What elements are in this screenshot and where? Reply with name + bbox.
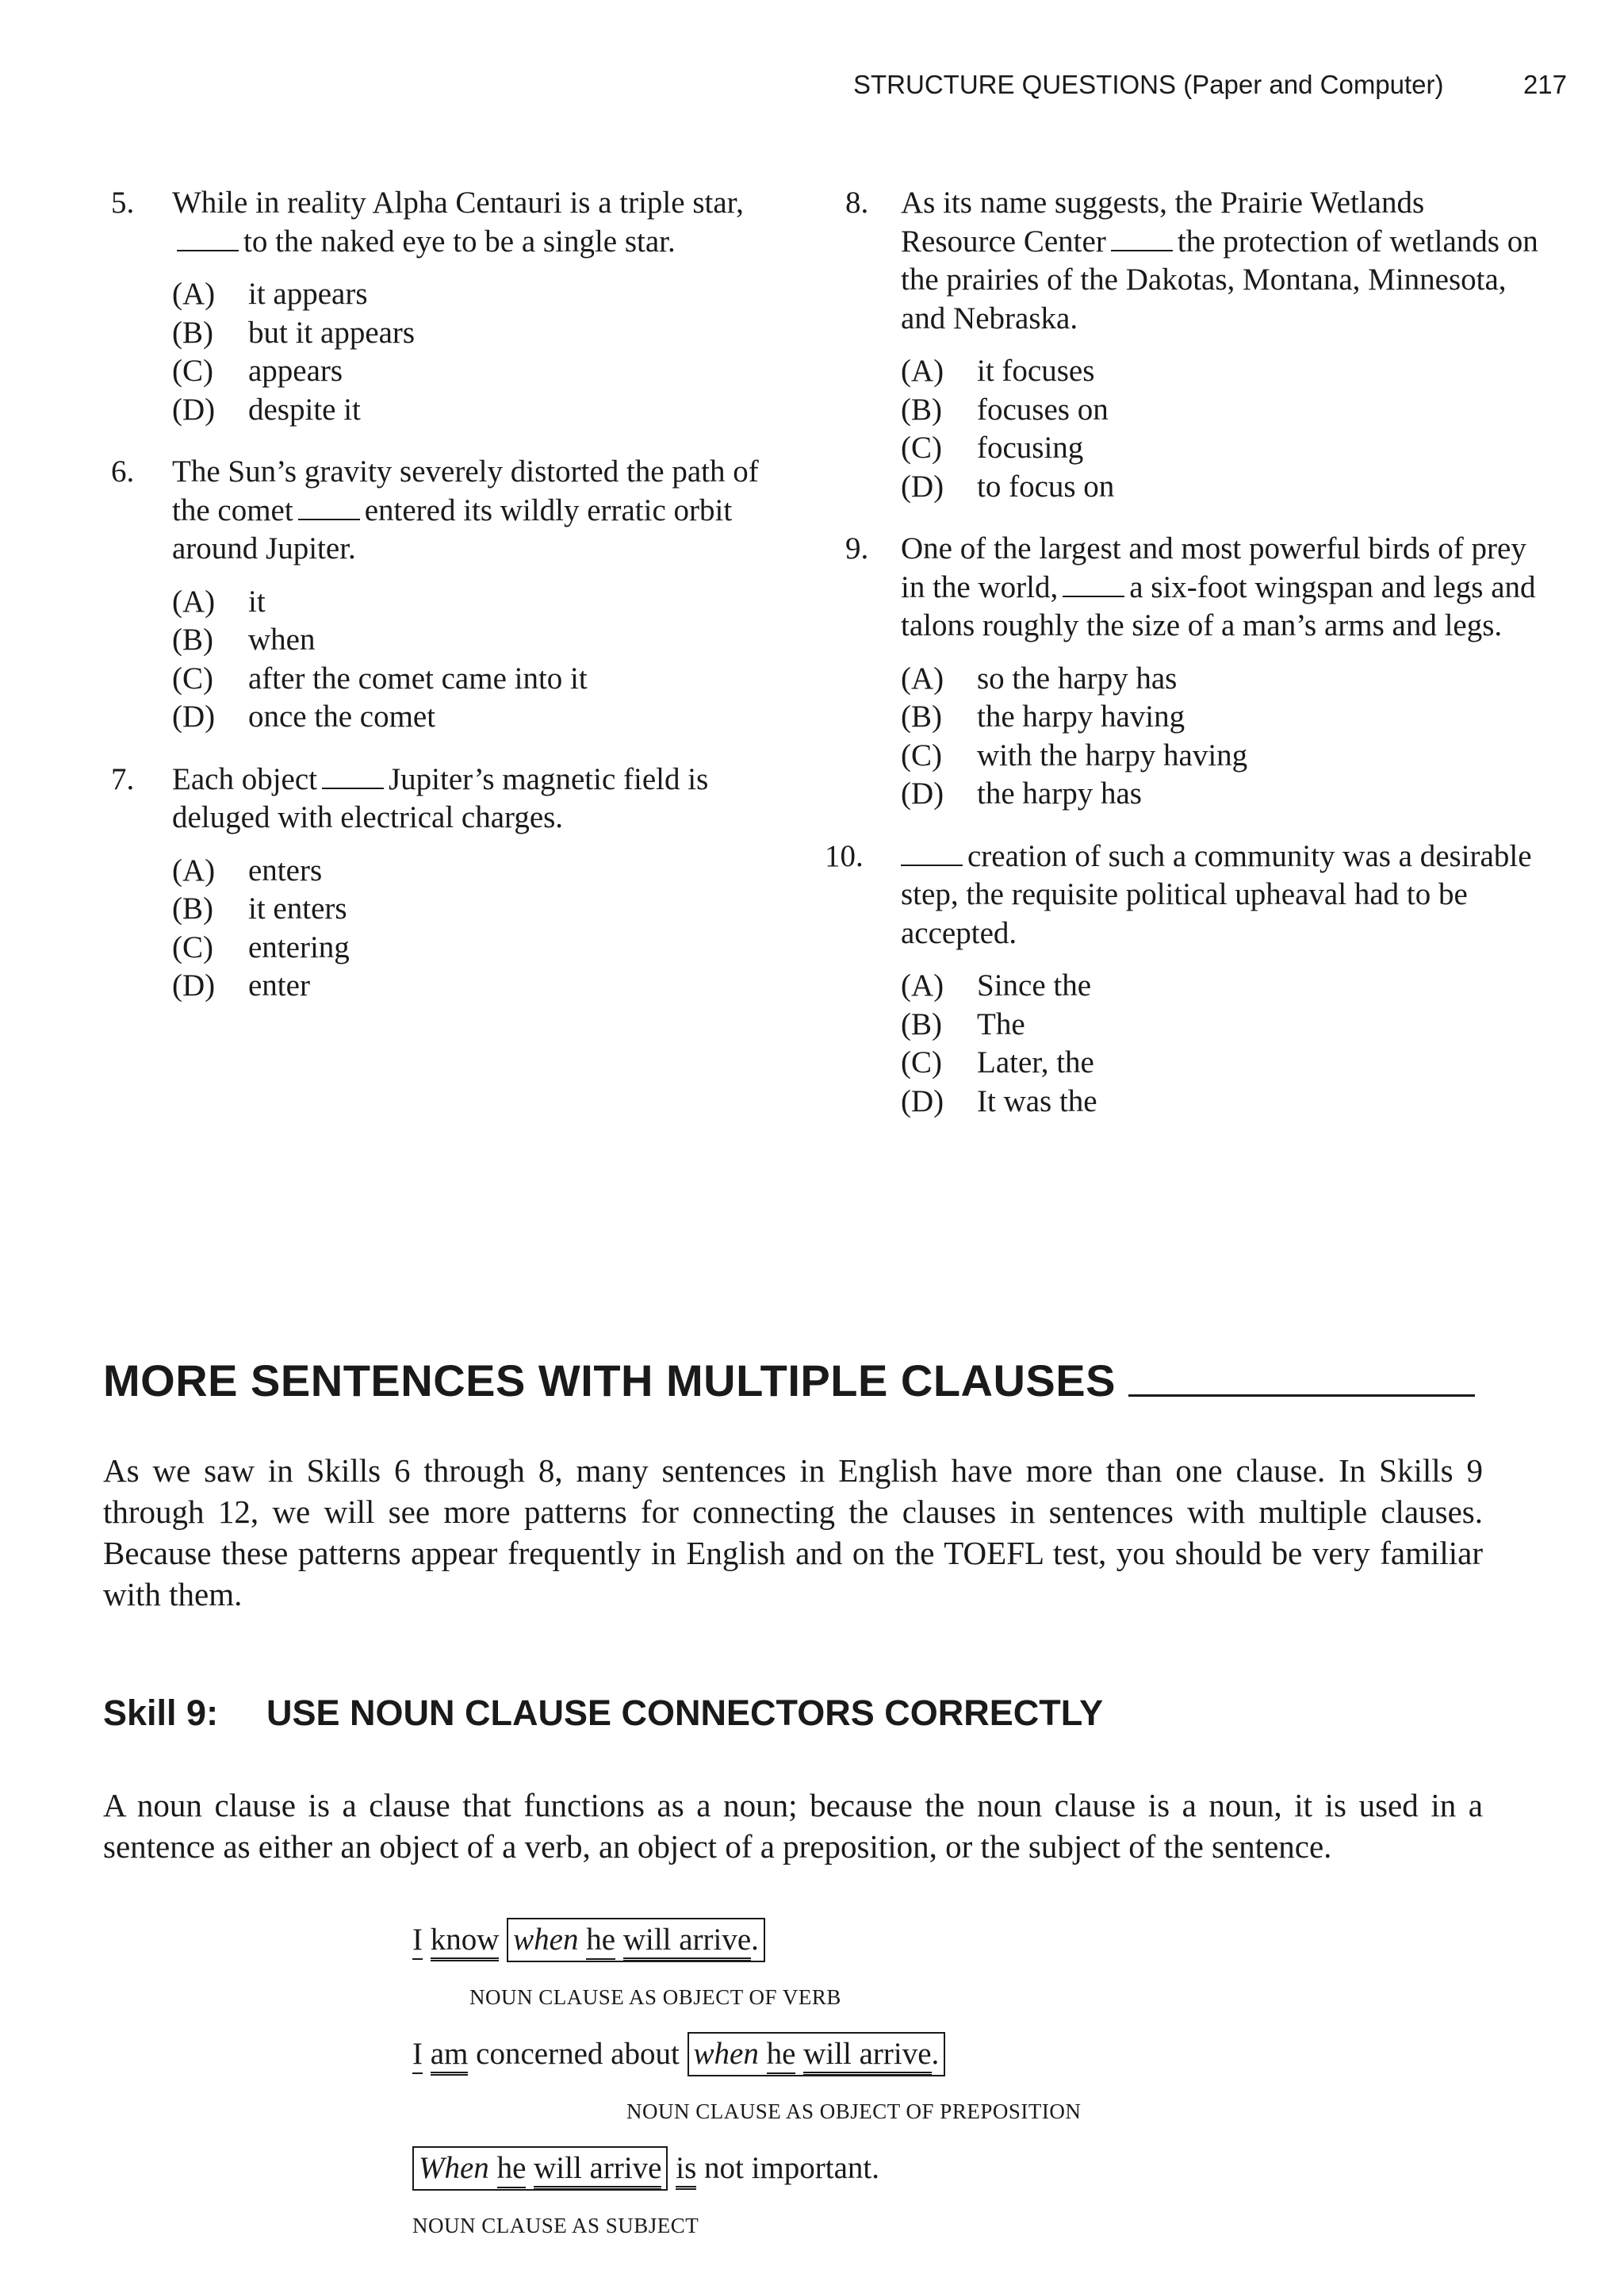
clause-connector: when bbox=[693, 2037, 759, 2071]
question-stem: creation of such a community was a desirable step, the requisite political upheaval had to be accepted. bbox=[901, 838, 1532, 950]
skill-body: A noun clause is a clause that functions as a noun; because the noun clause is a noun, it is used in a sentence as either an object of a verb, an object of a preposition, or the subject of the sentence. bbox=[103, 1787, 1483, 1865]
example-caption: NOUN CLAUSE AS OBJECT OF PREPOSITION bbox=[626, 2099, 1082, 2123]
answer-blank bbox=[1063, 573, 1124, 597]
clause-connector: When bbox=[419, 2151, 489, 2185]
option-d[interactable]: (D) It was the bbox=[901, 1083, 1097, 1118]
clause-subject: he bbox=[767, 2037, 796, 2074]
answer-options bbox=[901, 967, 1546, 1121]
option-a[interactable]: (A) so the harpy has bbox=[901, 661, 1178, 696]
heading-rule bbox=[1128, 1394, 1475, 1397]
noun-clause-box bbox=[412, 2146, 668, 2191]
option-b[interactable]: (B) when bbox=[172, 623, 316, 657]
example-rest: not important. bbox=[704, 2151, 879, 2185]
question-number: 6. bbox=[111, 454, 135, 489]
question-6 bbox=[111, 453, 769, 737]
question-7 bbox=[111, 761, 769, 1006]
question-number: 5. bbox=[111, 186, 135, 220]
skill-title: USE NOUN CLAUSE CONNECTORS CORRECTLY bbox=[266, 1693, 1104, 1733]
answer-blank bbox=[177, 228, 239, 251]
answer-blank bbox=[1111, 228, 1173, 251]
question-number: 9. bbox=[845, 531, 869, 566]
option-d[interactable]: (D) despite it bbox=[172, 392, 361, 427]
section-heading bbox=[103, 1355, 1475, 1406]
question-10 bbox=[825, 838, 1546, 1121]
example-verb: know bbox=[431, 1923, 500, 1961]
running-title: STRUCTURE QUESTIONS (Paper and Computer) bbox=[853, 70, 1444, 99]
option-c[interactable]: (C) appears bbox=[172, 354, 343, 388]
question-stem: One of the largest and most powerful birds of prey in the world, a six-foot wingspan and legs and talons roughly the size of a man’s arms and legs. bbox=[901, 531, 1536, 642]
example-caption: NOUN CLAUSE AS OBJECT OF VERB bbox=[469, 1985, 841, 2009]
option-b[interactable]: (B) focuses on bbox=[901, 392, 1109, 427]
question-stem: As its name suggests, the Prairie Wetlands Resource Center the protection of wetlands on the prairies of the Dakotas, Montana, Minnesota, and Nebraska. bbox=[901, 186, 1538, 335]
option-b[interactable]: (B) the harpy having bbox=[901, 700, 1185, 734]
option-c[interactable]: (C) with the harpy having bbox=[901, 738, 1248, 773]
example-object-of-verb bbox=[412, 1918, 841, 2009]
question-stem: Each object Jupiter’s magnetic field is deluged with electrical charges. bbox=[172, 761, 709, 834]
clause-subject: he bbox=[497, 2151, 527, 2188]
option-c[interactable]: (C) after the comet came into it bbox=[172, 661, 588, 696]
option-d[interactable]: (D) enter bbox=[172, 968, 310, 1003]
example-subject: I bbox=[412, 1923, 423, 1960]
skill-label: Skill 9: bbox=[103, 1693, 219, 1733]
option-d[interactable]: (D) the harpy has bbox=[901, 776, 1142, 811]
answer-blank bbox=[298, 497, 360, 520]
question-stem: While in reality Alpha Centauri is a triple star,to the naked eye to be a single star. bbox=[172, 186, 744, 259]
example-caption: NOUN CLAUSE AS SUBJECT bbox=[412, 2214, 699, 2237]
answer-options bbox=[901, 352, 1546, 506]
clause-verb: will arrive bbox=[534, 2151, 661, 2190]
option-d[interactable]: (D) to focus on bbox=[901, 469, 1115, 504]
left-column bbox=[111, 184, 769, 1006]
noun-clause-box: when he will arrive. bbox=[688, 2032, 946, 2076]
example-object-of-preposition bbox=[412, 2032, 1082, 2123]
clause-verb: will arrive bbox=[623, 1923, 751, 1961]
question-8 bbox=[825, 184, 1546, 506]
option-a[interactable]: (A) enters bbox=[172, 853, 323, 888]
option-b[interactable]: (B) it enters bbox=[172, 891, 347, 926]
option-a[interactable]: (A) Since the bbox=[901, 968, 1092, 1003]
skill-heading bbox=[103, 1693, 1104, 1734]
option-c[interactable]: (C) focusing bbox=[901, 431, 1084, 465]
clause-connector: when bbox=[513, 1923, 579, 1957]
option-b[interactable]: (B) but it appears bbox=[172, 315, 416, 350]
section-title: MORE SENTENCES WITH MULTIPLE CLAUSES bbox=[103, 1355, 1116, 1405]
answer-options bbox=[901, 660, 1546, 814]
right-column bbox=[825, 184, 1546, 1121]
answer-options bbox=[172, 275, 769, 429]
example-subject-clause bbox=[412, 2146, 879, 2237]
question-number: 8. bbox=[845, 186, 869, 220]
question-stem: The Sun’s gravity severely distorted the path of the comet entered its wildly erratic orbit around Jupiter. bbox=[172, 454, 759, 566]
answer-blank bbox=[322, 765, 384, 789]
option-a[interactable]: (A) it focuses bbox=[901, 354, 1095, 388]
page-number: 217 bbox=[1522, 70, 1567, 99]
example-subject: I bbox=[412, 2037, 423, 2074]
option-d[interactable]: (D) once the comet bbox=[172, 700, 436, 734]
section-intro: As we saw in Skills 6 through 8, many sentences in English have more than one clause. In Skills 9 through 12, we will see more patterns for connecting the clauses in sentences with multiple clauses. Because these patterns appear frequently in English and on the TOEFL test, you should be very familiar with them. bbox=[103, 1452, 1483, 1612]
option-a[interactable]: (A) it appears bbox=[172, 277, 368, 311]
question-9 bbox=[825, 530, 1546, 814]
option-c[interactable]: (C) entering bbox=[172, 930, 350, 964]
page-header bbox=[853, 70, 1567, 111]
option-b[interactable]: (B) The bbox=[901, 1006, 1025, 1041]
option-c[interactable]: (C) Later, the bbox=[901, 1045, 1094, 1079]
option-a[interactable]: (A) it bbox=[172, 584, 266, 619]
clause-subject: he bbox=[586, 1923, 615, 1960]
answer-blank bbox=[901, 842, 963, 866]
answer-options bbox=[172, 583, 769, 737]
clause-verb: will arrive bbox=[803, 2037, 931, 2076]
question-5 bbox=[111, 184, 769, 429]
example-verb: am bbox=[431, 2037, 469, 2076]
example-verb: is bbox=[676, 2151, 696, 2190]
question-number: 7. bbox=[111, 761, 135, 796]
answer-options bbox=[172, 852, 769, 1006]
noun-clause-box: when he will arrive. bbox=[507, 1918, 765, 1962]
question-number: 10. bbox=[825, 838, 864, 873]
example-rest: concerned about bbox=[476, 2037, 680, 2071]
